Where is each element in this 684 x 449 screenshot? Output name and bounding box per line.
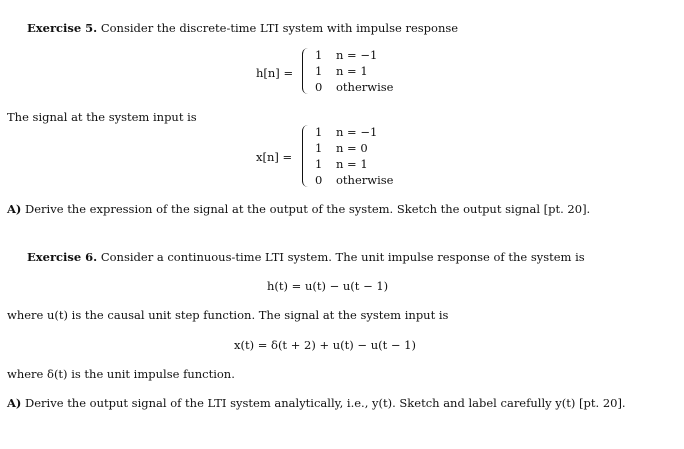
exercise-5-part-a: [7, 202, 590, 216]
where-u-text: where u(t) is the causal unit step function. The signal at the system input is: [7, 308, 449, 322]
part-a-label: A): [7, 202, 22, 216]
exercise-6-heading: Exercise 6.: [27, 250, 98, 264]
input-signal-text: The signal at the system input is: [7, 110, 197, 124]
h-t-equation: h(t) = u(t) − u(t − 1): [267, 279, 389, 293]
where-delta-text: where δ(t) is the unit impulse function.: [7, 367, 235, 381]
h-case-condition: n = 1: [336, 64, 368, 78]
h-case-value: 1: [315, 64, 323, 78]
part-a-text: Derive the expression of the signal at the output of the system. Sketch the output signal [pt. 20].: [25, 202, 591, 216]
h-case-value: 1: [315, 48, 323, 62]
x-n-brace: [302, 125, 308, 187]
exercise-5-intro: Consider the discrete-time LTI system with impulse response: [100, 21, 459, 35]
exercise-6-part-a: [7, 396, 626, 410]
x-case-condition: n = 1: [336, 157, 368, 171]
x-case-condition: n = 0: [336, 141, 368, 155]
x-case-condition: otherwise: [336, 173, 394, 187]
exercise-6-intro: Consider a continuous-time LTI system. The unit impulse response of the system is: [100, 250, 585, 264]
h-case-condition: n = −1: [336, 48, 378, 62]
exercise-5-heading: Exercise 5.: [27, 21, 98, 35]
h-n-brace: [302, 48, 308, 94]
exercise-6-intro-line: [27, 250, 585, 264]
x-case-value: 0: [315, 173, 323, 187]
h-n-lhs: h[n] =: [256, 66, 294, 80]
x-case-value: 1: [315, 157, 323, 171]
x-t-equation: x(t) = δ(t + 2) + u(t) − u(t − 1): [234, 338, 416, 352]
part-a-text: Derive the output signal of the LTI system analytically, i.e., y(t). Sketch and label carefully y(t) [pt. 20].: [25, 396, 626, 410]
h-case-value: 0: [315, 80, 323, 94]
x-case-value: 1: [315, 125, 323, 139]
x-case-condition: n = −1: [336, 125, 378, 139]
part-a-label: A): [7, 396, 22, 410]
x-n-lhs: x[n] =: [256, 150, 293, 164]
exercise-5-intro-line: [27, 21, 458, 35]
h-case-condition: otherwise: [336, 80, 394, 94]
x-case-value: 1: [315, 141, 323, 155]
